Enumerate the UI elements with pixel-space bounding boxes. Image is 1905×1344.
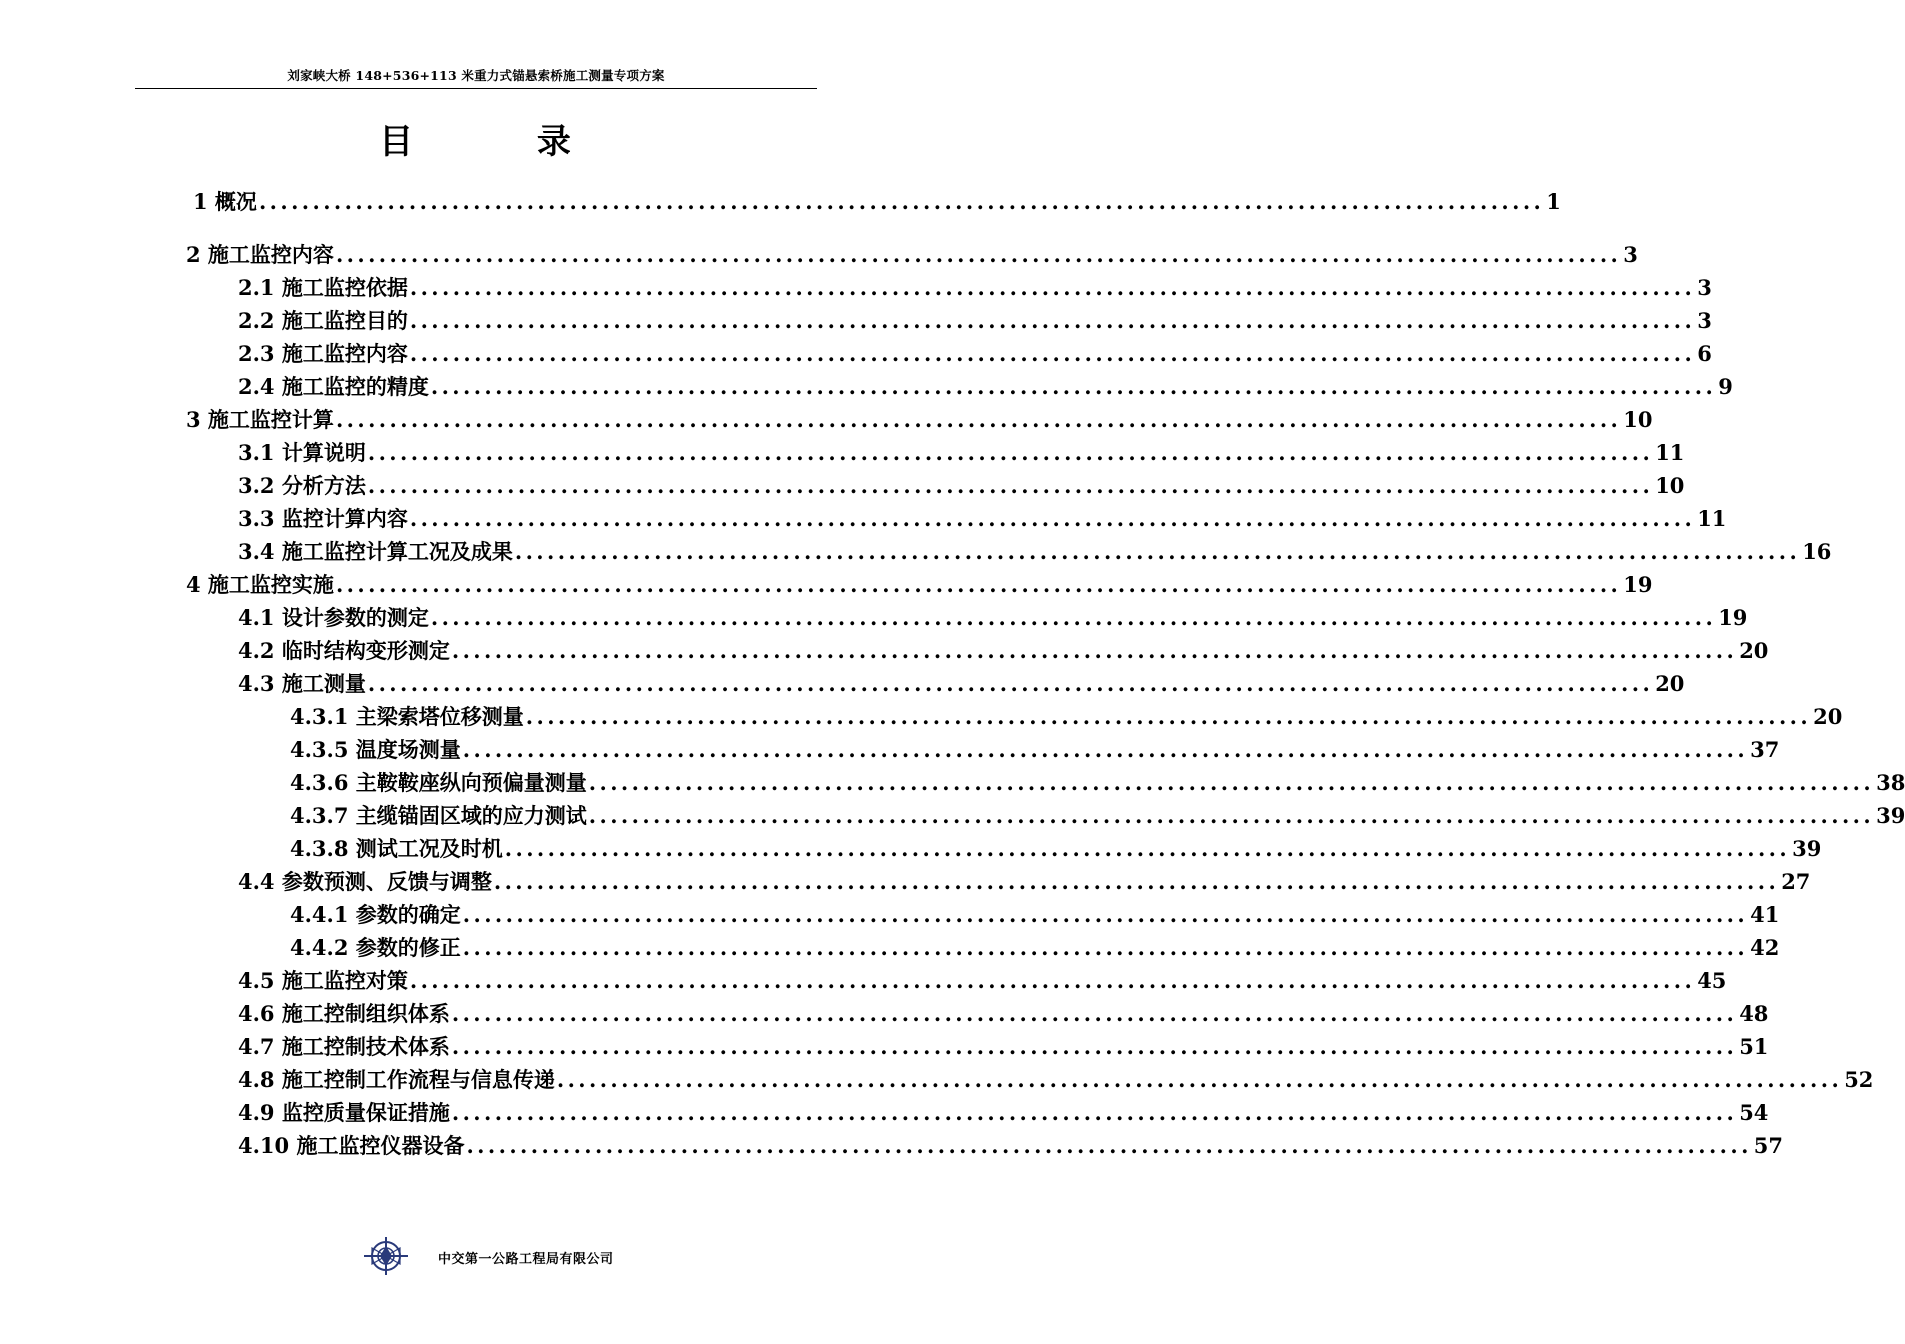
toc-entry[interactable] [238,964,1727,997]
toc-entry-page: 3 [1697,308,1712,333]
toc-entry-page: 42 [1750,935,1780,960]
toc-entry-page: 45 [1697,968,1727,993]
toc-entry-title: 1 概况 [193,189,257,214]
toc-entry[interactable] [238,535,1832,568]
toc-leader-dots: ........................................................................................................................ [493,869,1780,894]
toc-entry-title: 4.3.7 主缆锚固区域的应力测试 [290,803,587,828]
toc-leader-dots: ........................................................................................................................ [335,407,1622,432]
toc-entry-title: 4.4.2 参数的修正 [290,935,461,960]
toc-leader-dots: ........................................................................................................................ [409,968,1696,993]
toc-entry-page: 19 [1718,605,1748,630]
toc-entry[interactable] [290,898,1780,931]
toc-leader-dots: ........................................................................................................................ [367,440,1654,465]
toc-leader-dots: ........................................................................................................................ [514,539,1801,564]
toc-leader-dots: ........................................................................................................................ [430,374,1717,399]
toc-entry-title: 4.9 监控质量保证措施 [238,1100,450,1125]
toc-entry[interactable] [238,634,1769,667]
toc-leader-dots: ........................................................................................................................ [462,935,1749,960]
toc-entry-page: 10 [1623,407,1653,432]
toc-entry-title: 3.3 监控计算内容 [238,506,408,531]
toc-entry[interactable] [186,568,1653,601]
toc-entry-page: 20 [1813,704,1843,729]
toc-leader-dots: ........................................................................................................................ [451,638,1738,663]
toc-entry-title: 4.7 施工控制技术体系 [238,1034,450,1059]
toc-entry-title: 4.3.1 主梁索塔位移测量 [290,704,524,729]
toc-leader-dots: ........................................................................................................................ [409,506,1696,531]
toc-entry-page: 39 [1792,836,1822,861]
toc-entry[interactable] [238,865,1811,898]
toc-entry-title: 3 施工监控计算 [186,407,334,432]
toc-entry-title: 2.3 施工监控内容 [238,341,408,366]
toc-entry-title: 3.2 分析方法 [238,473,366,498]
toc-leader-dots: ........................................................................................................................ [430,605,1717,630]
toc-leader-dots: ........................................................................................................................ [588,770,1875,795]
toc-entry-page: 10 [1655,473,1685,498]
toc-entry-title: 4.6 施工控制组织体系 [238,1001,450,1026]
toc-entry-page: 20 [1739,638,1769,663]
toc-entry-title: 3.4 施工监控计算工况及成果 [238,539,513,564]
toc-entry-page: 54 [1739,1100,1769,1125]
toc-entry-title: 2.2 施工监控目的 [238,308,408,333]
toc-entry-page: 51 [1739,1034,1769,1059]
toc-leader-dots: ........................................................................................................................ [451,1100,1738,1125]
toc-entry[interactable] [238,469,1685,502]
toc-entry-page: 16 [1802,539,1832,564]
toc-leader-dots: ........................................................................................................................ [409,341,1696,366]
toc-entry[interactable] [238,1096,1769,1129]
toc-entry-title: 4.3 施工测量 [238,671,366,696]
toc-entry-title: 4.5 施工监控对策 [238,968,408,993]
toc-entry-title: 4.8 施工控制工作流程与信息传递 [238,1067,555,1092]
toc-entry[interactable] [186,238,1638,271]
toc-entry-page: 20 [1655,671,1685,696]
toc-leader-dots: ........................................................................................................................ [462,902,1749,927]
toc-entry[interactable] [238,601,1748,634]
toc-entry[interactable] [238,1063,1874,1096]
toc-entry[interactable] [186,403,1653,436]
toc-entry-page: 38 [1876,770,1905,795]
toc-entry-title: 4.10 施工监控仪器设备 [238,1133,465,1158]
toc-entry[interactable] [238,370,1733,403]
toc-entry-page: 9 [1718,374,1733,399]
toc-entry[interactable] [290,799,1905,832]
toc-entry[interactable] [290,832,1822,865]
toc-leader-dots: ........................................................................................................................ [504,836,1791,861]
toc-leader-dots: ........................................................................................................................ [367,473,1654,498]
toc-entry[interactable] [238,1030,1769,1063]
toc-entry-title: 4.1 设计参数的测定 [238,605,429,630]
toc-leader-dots: ........................................................................................................................ [525,704,1812,729]
toc-entry[interactable] [238,997,1769,1030]
toc-entry[interactable] [193,185,1561,218]
toc-entry-page: 37 [1750,737,1780,762]
toc-entry-title: 3.1 计算说明 [238,440,366,465]
page-footer [0,1234,950,1278]
toc-entry-page: 57 [1753,1133,1784,1158]
toc-entry-title: 4 施工监控实施 [186,572,334,597]
toc-entry-page: 39 [1876,803,1905,828]
toc-entry-page: 19 [1623,572,1653,597]
toc-leader-dots: ........................................................................................................................ [556,1067,1843,1092]
toc-entry-title: 2.4 施工监控的精度 [238,374,429,399]
toc-leader-dots: ........................................................................................................................ [462,737,1749,762]
toc-entry-page: 3 [1697,275,1712,300]
page-title: 目 录 [379,122,627,162]
toc-leader-dots: ........................................................................................................................ [588,803,1875,828]
toc-entry[interactable] [238,271,1712,304]
toc-entry[interactable] [238,304,1712,337]
toc-entry-title: 4.3.5 温度场测量 [290,737,461,762]
company-logo-icon [362,1234,410,1278]
toc-leader-dots: ........................................................................................................................ [451,1034,1738,1059]
toc-entry[interactable] [290,733,1780,766]
toc-entry-title: 2.1 施工监控依据 [238,275,408,300]
toc-entry-page: 3 [1623,242,1638,267]
toc-entry-page: 11 [1655,440,1685,465]
toc-leader-dots: ........................................................................................................................ [409,275,1696,300]
toc-leader-dots: ........................................................................................................................ [451,1001,1738,1026]
toc-entry-page: 27 [1781,869,1811,894]
toc-entry-page: 1 [1546,189,1561,214]
toc-leader-dots: ........................................................................................................................ [367,671,1654,696]
toc-entry-page: 52 [1844,1067,1874,1092]
toc-entry[interactable] [290,700,1843,733]
toc-entry-page: 48 [1739,1001,1769,1026]
header-rule [135,88,817,89]
toc-entry-title: 2 施工监控内容 [186,242,334,267]
page-header: 刘家峡大桥 148+536+113 米重力式锚悬索桥施工测量专项方案 [287,68,665,83]
toc-entry-page: 6 [1697,341,1712,366]
toc-leader-dots: ........................................................................................................................ [335,572,1622,597]
toc-entry[interactable] [238,667,1685,700]
toc-entry-title: 4.4.1 参数的确定 [290,902,461,927]
toc-entry-title: 4.4 参数预测、反馈与调整 [238,869,492,894]
toc-entry[interactable] [238,436,1685,469]
toc-entry[interactable] [290,931,1780,964]
toc-entry-page: 41 [1750,902,1780,927]
toc-entry-title: 4.2 临时结构变形测定 [238,638,450,663]
toc-leader-dots: ........................................................................................................................ [466,1133,1752,1158]
toc-entry-title: 4.3.8 测试工况及时机 [290,836,503,861]
toc-entry-page: 11 [1697,506,1727,531]
toc-entry[interactable] [238,337,1712,370]
toc-entry[interactable] [290,766,1905,799]
toc-leader-dots: ........................................................................................................................ [335,242,1622,267]
toc-leader-dots: ........................................................................................................................ [258,189,1545,214]
toc-entry[interactable] [238,1129,1784,1162]
toc-entry[interactable] [238,502,1727,535]
company-name: 中交第一公路工程局有限公司 [438,1252,614,1267]
toc-entry-title: 4.3.6 主鞍鞍座纵向预偏量测量 [290,770,587,795]
toc-leader-dots: ........................................................................................................................ [409,308,1696,333]
